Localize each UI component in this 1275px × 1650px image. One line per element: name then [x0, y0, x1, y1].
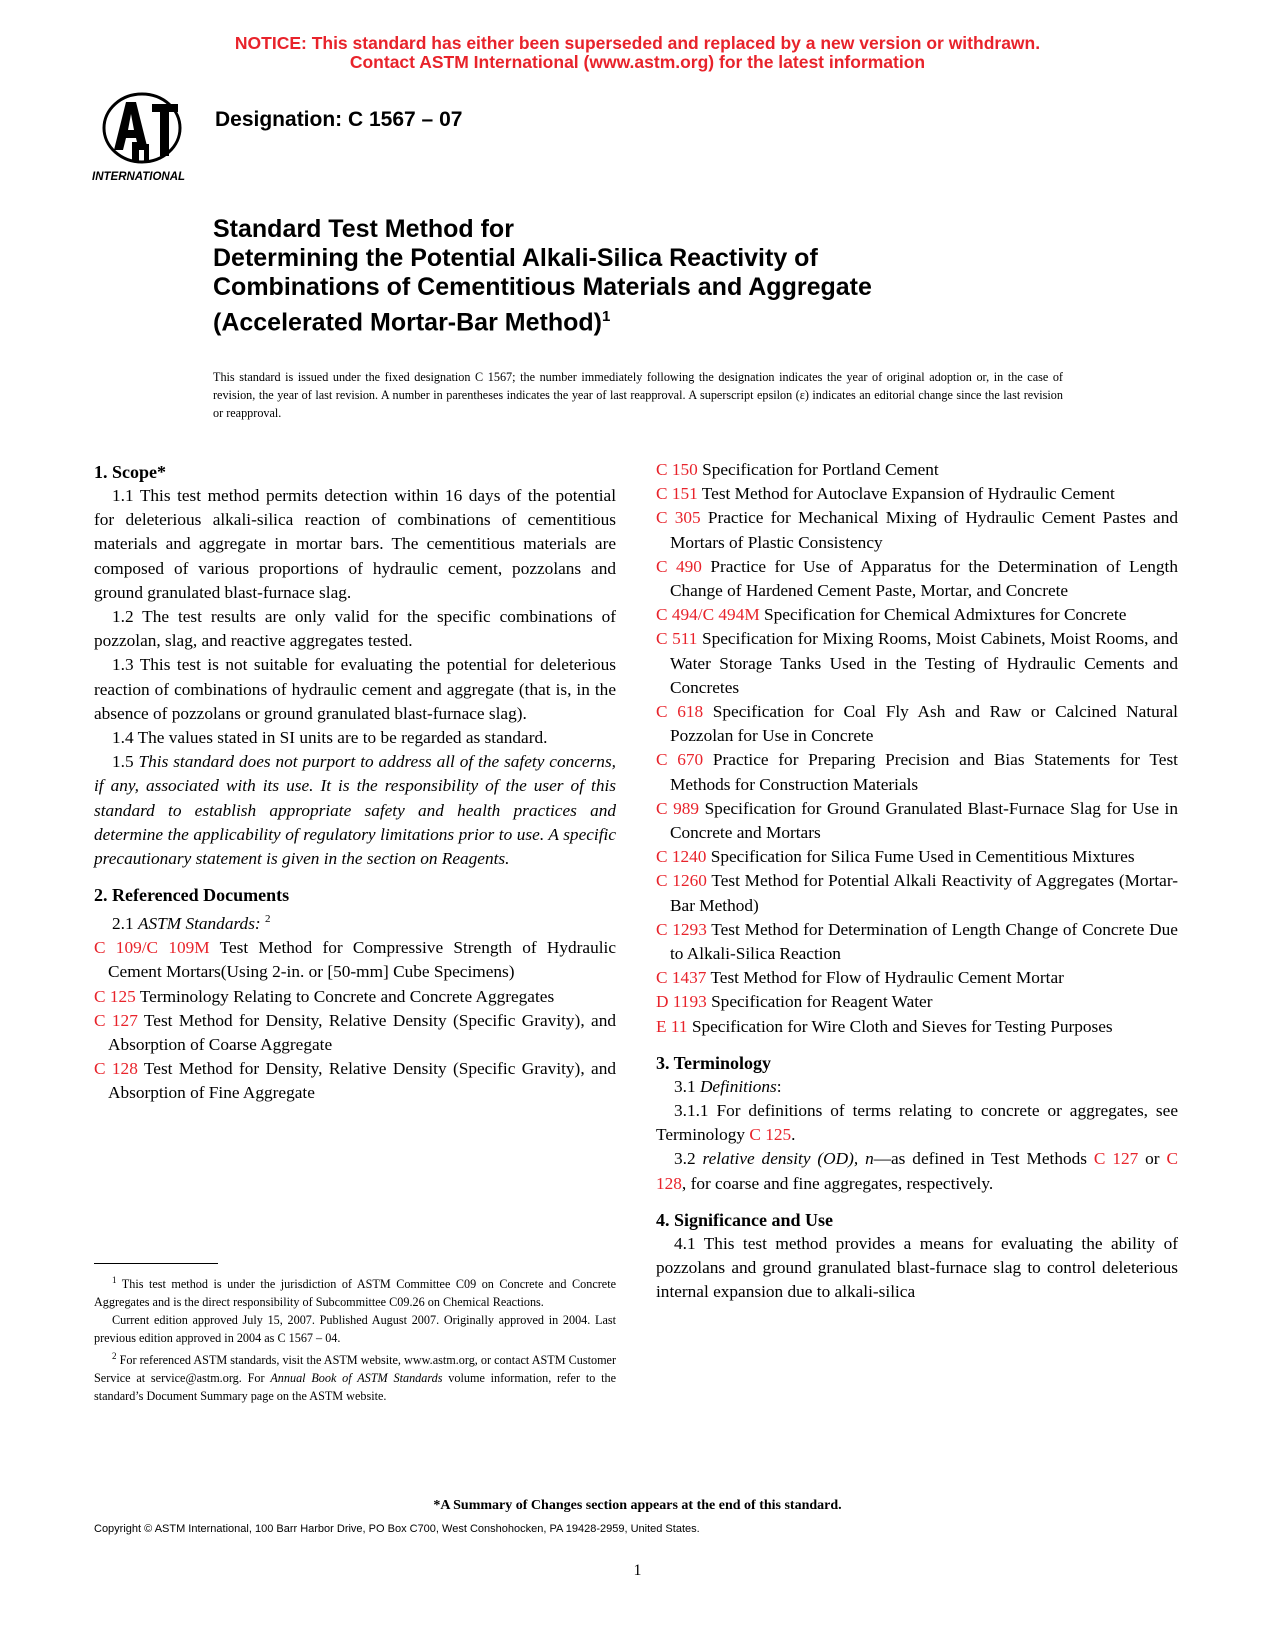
reference-item: [656, 603, 1178, 627]
link-c125[interactable]: C 125: [749, 1125, 792, 1145]
reference-item: [656, 845, 1178, 869]
reference-code-link[interactable]: C 151: [656, 484, 698, 504]
reference-item: [656, 748, 1178, 796]
reference-item: [656, 1015, 1178, 1039]
reference-code-link[interactable]: C 305: [656, 508, 701, 528]
reference-title: Specification for Wire Cloth and Sieves for Testing Purposes: [691, 1016, 1113, 1036]
reference-title: Specification for Silica Fume Used in Cementitious Mixtures: [710, 847, 1135, 867]
footnote-1-edition: Current edition approved July 15, 2007. Published August 2007. Originally approved in 2004. Last previous edition approved in 2004 as C 1567 – 04.: [94, 1313, 616, 1346]
reference-title: Test Method for Determination of Length Change of Concrete Due to Alkali-Silica Reaction: [670, 919, 1178, 964]
reference-code-link[interactable]: C 109/C 109M: [94, 938, 210, 958]
reference-item: [656, 869, 1178, 917]
designation: Designation: C 1567 – 07: [215, 108, 463, 131]
terminology-3-2: 3.2 relative density (OD), n—as defined in Test Methods C 127 or C 128, for coarse and fine aggregates, respectively.: [656, 1149, 1178, 1193]
scope-1-3: 1.3 This test is not suitable for evaluating the potential for deleterious reaction of combinations of hydraulic cement and aggregate (that is, in the absence of pozzolans or ground granulated blast-furnace slag).: [94, 655, 616, 723]
reference-item: [656, 990, 1178, 1014]
terminology-3-1: 3.1 Definitions:: [674, 1076, 782, 1096]
reference-code-link[interactable]: C 670: [656, 750, 704, 770]
reference-code-link[interactable]: C 490: [656, 556, 702, 576]
reference-code-link[interactable]: C 127: [94, 1010, 138, 1030]
logo-text: INTERNATIONAL: [92, 171, 186, 183]
reference-code-link[interactable]: C 1293: [656, 919, 707, 939]
significance-4-1: 4.1 This test method provides a means for evaluating the ability of pozzolans and ground granulated blast-furnace slag to control deleterious internal expansion due to alkali-silica: [656, 1233, 1178, 1302]
reference-item: [656, 918, 1178, 966]
reference-title: Terminology Relating to Concrete and Concrete Aggregates: [139, 986, 555, 1006]
left-column: [94, 460, 616, 1106]
withdrawal-notice: [0, 34, 1275, 72]
terminology-3-1-1: 3.1.1 For definitions of terms relating to concrete or aggregates, see Terminology C 125.: [656, 1101, 1178, 1145]
reference-item: [656, 627, 1178, 700]
page-number: 1: [633, 1562, 642, 1579]
reference-title: Practice for Preparing Precision and Bias Statements for Test Methods for Construction Materials: [670, 750, 1178, 794]
reference-code-link[interactable]: C 618: [656, 702, 704, 722]
reference-title: Test Method for Density, Relative Density (Specific Gravity), and Absorption of Fine Aggregate: [108, 1059, 616, 1103]
reference-code-link[interactable]: D 1193: [656, 992, 707, 1012]
reference-item: [94, 936, 616, 984]
reference-code-link[interactable]: C 989: [656, 798, 699, 818]
reference-code-link[interactable]: C 128: [94, 1059, 138, 1079]
reference-item: [94, 1057, 616, 1105]
footnote-rule: [94, 1263, 218, 1264]
reference-item: [656, 797, 1178, 845]
scope-heading: 1. Scope*: [94, 462, 166, 482]
copyright: Copyright © ASTM International, 100 Barr Harbor Drive, PO Box C700, West Conshohocken, PA 19428-2959, United States.: [94, 1523, 700, 1535]
notice-line-2: Contact ASTM International (www.astm.org) for the latest information: [349, 52, 926, 72]
astm-standards-label: 2.1 ASTM Standards: $^2$: [112, 913, 271, 934]
significance-heading: 4. Significance and Use: [656, 1209, 834, 1230]
reference-title: Specification for Chemical Admixtures for Concrete: [764, 605, 1127, 625]
summary-of-changes-note: *A Summary of Changes section appears at the end of this standard.: [433, 1498, 842, 1513]
reference-title: Practice for Use of Apparatus for the Determination of Length Change of Hardened Cement Paste, Mortar, and Concrete: [670, 556, 1178, 601]
reference-code-link[interactable]: C 494/C 494M: [656, 605, 760, 625]
document-title: [213, 215, 872, 337]
reference-title: Test Method for Flow of Hydraulic Cement Mortar: [710, 968, 1064, 988]
right-column: [656, 458, 1178, 1305]
reference-code-link[interactable]: C 1260: [656, 871, 707, 891]
title-line-1: Standard Test Method for: [213, 215, 514, 243]
referenced-heading: 2. Referenced Documents: [94, 885, 290, 906]
link-c128[interactable]: C 128: [656, 1149, 1178, 1193]
reference-code-link[interactable]: C 125: [94, 986, 136, 1006]
reference-title: Test Method for Potential Alkali Reactivity of Aggregates (Mortar-Bar Method): [670, 871, 1178, 915]
reference-list-right: [656, 458, 1178, 1039]
reference-title: Test Method for Autoclave Expansion of Hydraulic Cement: [701, 484, 1115, 504]
reference-code-link[interactable]: C 511: [656, 629, 698, 649]
reference-code-link[interactable]: C 1240: [656, 847, 707, 867]
reference-title: Practice for Mechanical Mixing of Hydraulic Cement Pastes and Mortars of Plastic Consistency: [670, 508, 1178, 552]
reference-item: [656, 482, 1178, 506]
scope-1-5: 1.5 This standard does not purport to address all of the safety concerns, if any, associated with its use. It is the responsibility of the user of this standard to establish appropriate safety and health practices and determine the applicability of regulatory limitations prior to use. A specific precautionary statement is given in the section on Reagents.: [94, 752, 616, 869]
footnote-1: $^1$ This test method is under the jurisdiction of ASTM Committee C09 on Concrete and Concrete Aggregates and is the direct responsibility of Subcommittee C09.26 on Chemical Reactions.: [94, 1275, 616, 1310]
reference-title: Test Method for Compressive Strength of Hydraulic Cement Mortars(Using 2-in. or [50-mm] Cube Specimens): [108, 938, 616, 982]
title-line-2: Determining the Potential Alkali-Silica Reactivity of: [213, 244, 818, 272]
reference-item: [656, 700, 1178, 748]
reference-item: [94, 985, 616, 1009]
link-c127[interactable]: C 127: [1093, 1149, 1139, 1169]
issuance-note: This standard is issued under the fixed designation C 1567; the number immediately following the designation indicates the year of original adoption or, in the case of revision, the year of last revision. A number in parentheses indicates the year of last reapproval. A superscript epsilon (ε) indicates an editorial change since the last revision or reapproval.: [213, 370, 1063, 420]
footnote-2: $^2$ For referenced ASTM standards, visit the ASTM website, www.astm.org, or contact ASTM Customer Service at service@astm.org. For Annual Book of ASTM Standards volume information, refer to the standard’s Document Summary page on the ASTM website.: [94, 1351, 617, 1404]
reference-code-link[interactable]: C 1437: [656, 968, 707, 988]
reference-code-link[interactable]: E 11: [656, 1016, 688, 1036]
reference-list-left: [94, 936, 616, 1105]
notice-line-1: NOTICE: This standard has either been superseded and replaced by a new version or withdrawn.: [234, 33, 1041, 53]
scope-1-2: 1.2 The test results are only valid for the specific combinations of pozzolan, slag, and reactive aggregates tested.: [94, 607, 616, 651]
scope-1-1: 1.1 This test method permits detection within 16 days of the potential for deleterious alkali-silica reaction of combinations of cementitious materials and aggregate in mortar bars. The cementitious materials are composed of various proportions of hydraulic cement, pozzolans and ground granulated blast-furnace slag.: [94, 486, 616, 602]
footnotes: [94, 1271, 616, 1405]
title-line-4: (Accelerated Mortar-Bar Method): [213, 308, 602, 337]
reference-code-link[interactable]: C 150: [656, 460, 698, 479]
reference-title: Specification for Mixing Rooms, Moist Cabinets, Moist Rooms, and Water Storage Tanks Used in the Testing of Hydraulic Cements and Concretes: [670, 629, 1178, 697]
reference-title: Specification for Portland Cement: [702, 460, 939, 479]
scope-1-4: 1.4 The values stated in SI units are to be regarded as standard.: [112, 728, 548, 748]
reference-title: Specification for Reagent Water: [711, 992, 933, 1012]
reference-title: Specification for Coal Fly Ash and Raw or Calcined Natural Pozzolan for Use in Concrete: [670, 702, 1178, 746]
astm-international-logo-icon: [92, 90, 202, 186]
astm-logo: [92, 90, 202, 186]
reference-item: [656, 458, 1178, 482]
reference-item: [656, 966, 1178, 990]
reference-item: [94, 1009, 616, 1057]
reference-item: [656, 506, 1178, 554]
terminology-heading: 3. Terminology: [656, 1052, 772, 1073]
title-line-3: Combinations of Cementitious Materials and Aggregate: [213, 273, 872, 301]
reference-title: Specification for Ground Granulated Blast-Furnace Slag for Use in Concrete and Mortars: [670, 798, 1178, 843]
title-footnote-mark: 1: [601, 308, 611, 325]
reference-item: [656, 555, 1178, 603]
reference-title: Test Method for Density, Relative Density (Specific Gravity), and Absorption of Coarse Aggregate: [108, 1010, 616, 1055]
